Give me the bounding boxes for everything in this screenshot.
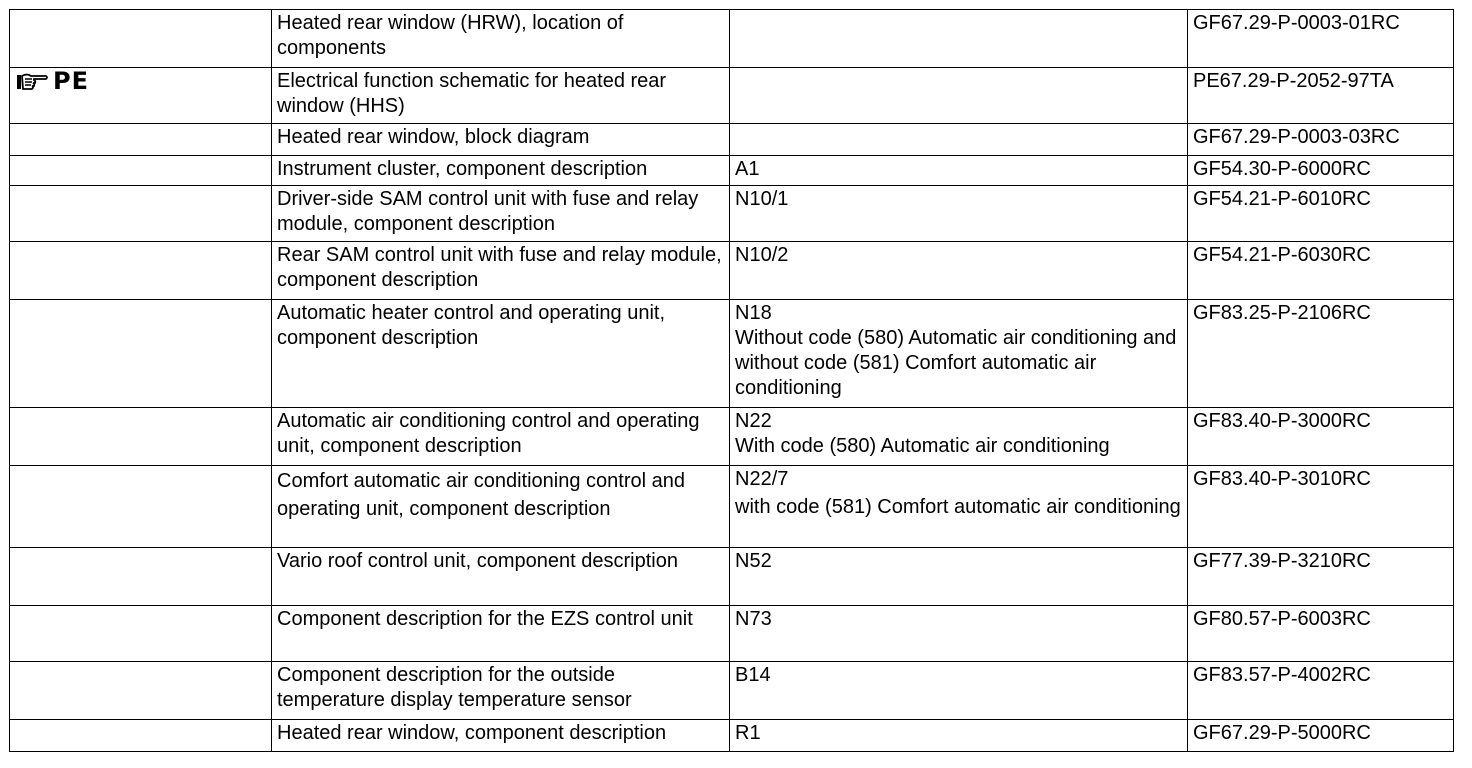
ref-cell bbox=[10, 124, 272, 156]
code-cell: N73 bbox=[730, 606, 1188, 662]
document-link[interactable]: PE67.29-P-2052-97TA bbox=[1188, 68, 1454, 124]
ref-cell bbox=[10, 548, 272, 606]
code-cell: N22 With code (580) Automatic air conditioning bbox=[730, 408, 1188, 466]
pe-label: PE bbox=[53, 67, 89, 95]
description-cell: Rear SAM control unit with fuse and relay module, component description bbox=[272, 242, 730, 300]
table-row bbox=[10, 242, 1454, 300]
description-cell: Electrical function schematic for heated rear window (HHS) bbox=[272, 68, 730, 124]
table-row bbox=[10, 156, 1454, 186]
table-row bbox=[10, 408, 1454, 466]
table-row bbox=[10, 68, 1454, 124]
description-cell: Instrument cluster, component description bbox=[272, 156, 730, 186]
document-link[interactable]: GF54.30-P-6000RC bbox=[1188, 156, 1454, 186]
description-cell: Automatic air conditioning control and operating unit, component description bbox=[272, 408, 730, 466]
code-cell bbox=[730, 10, 1188, 68]
description-cell: Component description for the outside temperature display temperature sensor bbox=[272, 662, 730, 720]
table-row bbox=[10, 124, 1454, 156]
description-cell: Driver-side SAM control unit with fuse and relay module, component description bbox=[272, 186, 730, 242]
document-link[interactable]: GF67.29-P-0003-03RC bbox=[1188, 124, 1454, 156]
description-cell: Automatic heater control and operating unit, component description bbox=[272, 300, 730, 408]
component-reference-table bbox=[9, 9, 1454, 752]
ref-cell bbox=[10, 720, 272, 752]
ref-cell bbox=[10, 466, 272, 548]
document-link[interactable]: GF83.40-P-3010RC bbox=[1188, 466, 1454, 548]
table-row bbox=[10, 606, 1454, 662]
description-cell: Heated rear window, block diagram bbox=[272, 124, 730, 156]
ref-cell bbox=[10, 186, 272, 242]
code-cell: B14 bbox=[730, 662, 1188, 720]
code-cell bbox=[730, 68, 1188, 124]
ref-cell bbox=[10, 156, 272, 186]
ref-cell bbox=[10, 606, 272, 662]
table-row bbox=[10, 720, 1454, 752]
pe-marker[interactable] bbox=[15, 69, 89, 94]
code-cell: N52 bbox=[730, 548, 1188, 606]
document-link[interactable]: GF54.21-P-6010RC bbox=[1188, 186, 1454, 242]
document-link[interactable]: GF77.39-P-3210RC bbox=[1188, 548, 1454, 606]
document-link[interactable]: GF67.29-P-0003-01RC bbox=[1188, 10, 1454, 68]
ref-cell bbox=[10, 300, 272, 408]
code-cell: N10/1 bbox=[730, 186, 1188, 242]
table-row bbox=[10, 186, 1454, 242]
ref-cell bbox=[10, 242, 272, 300]
ref-cell bbox=[10, 10, 272, 68]
table-row bbox=[10, 548, 1454, 606]
document-link[interactable]: GF54.21-P-6030RC bbox=[1188, 242, 1454, 300]
code-cell: N10/2 bbox=[730, 242, 1188, 300]
table-row bbox=[10, 10, 1454, 68]
description-cell: Comfort automatic air conditioning control and operating unit, component description bbox=[272, 466, 730, 548]
code-cell: R1 bbox=[730, 720, 1188, 752]
table-row bbox=[10, 300, 1454, 408]
ref-cell bbox=[10, 68, 272, 124]
table-row bbox=[10, 662, 1454, 720]
code-cell: N18 Without code (580) Automatic air conditioning and without code (581) Comfort automatic air conditioning bbox=[730, 300, 1188, 408]
description-cell: Heated rear window, component description bbox=[272, 720, 730, 752]
code-cell: A1 bbox=[730, 156, 1188, 186]
document-link[interactable]: GF83.40-P-3000RC bbox=[1188, 408, 1454, 466]
document-link[interactable]: GF67.29-P-5000RC bbox=[1188, 720, 1454, 752]
document-link[interactable]: GF80.57-P-6003RC bbox=[1188, 606, 1454, 662]
document-link[interactable]: GF83.25-P-2106RC bbox=[1188, 300, 1454, 408]
pointing-hand-icon bbox=[15, 70, 49, 94]
ref-cell bbox=[10, 408, 272, 466]
document-link[interactable]: GF83.57-P-4002RC bbox=[1188, 662, 1454, 720]
code-cell: N22/7 with code (581) Comfort automatic air conditioning bbox=[730, 466, 1188, 548]
description-cell: Heated rear window (HRW), location of components bbox=[272, 10, 730, 68]
description-cell: Vario roof control unit, component description bbox=[272, 548, 730, 606]
ref-cell bbox=[10, 662, 272, 720]
code-cell bbox=[730, 124, 1188, 156]
table-row bbox=[10, 466, 1454, 548]
description-cell: Component description for the EZS control unit bbox=[272, 606, 730, 662]
